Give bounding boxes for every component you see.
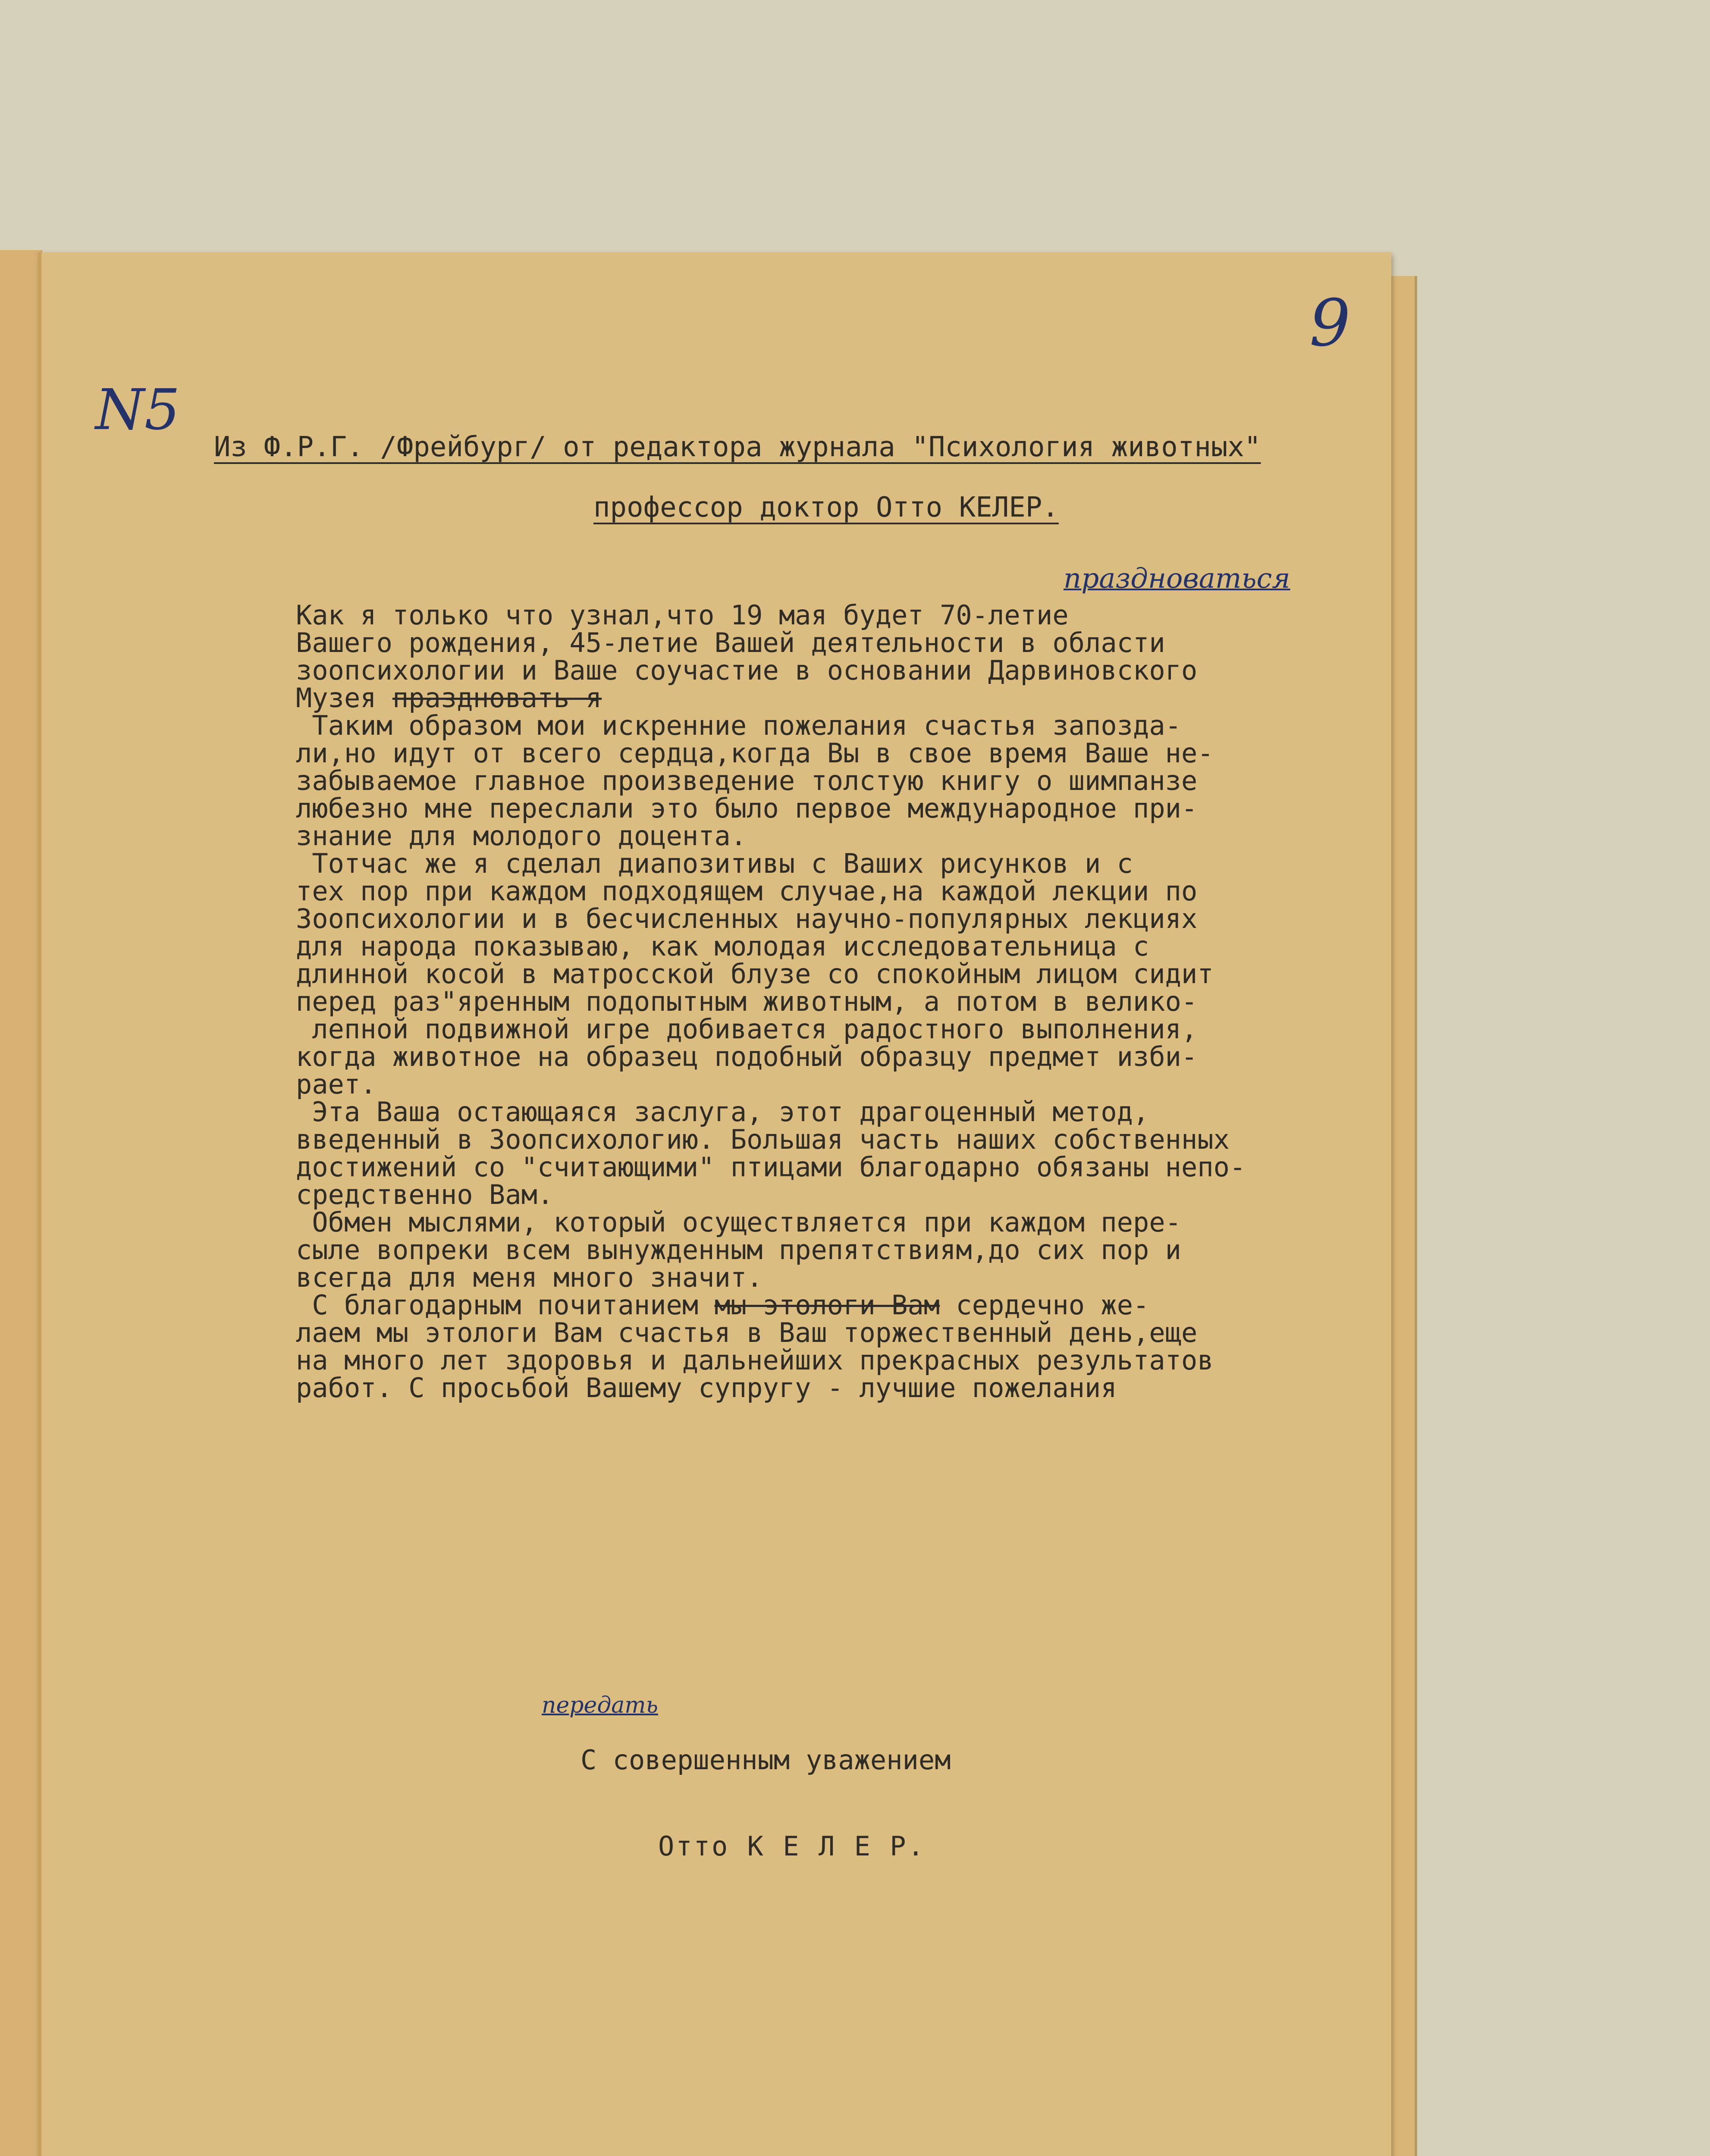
heading-line-1: Из Ф.Р.Г. /Фрейбург/ от редактора журнала "Психология животных" xyxy=(214,431,1261,463)
body-line: Как я только что узнал,что 19 мая будет 70-летие xyxy=(296,599,1069,631)
handwritten-insert-below: передать xyxy=(542,1692,658,1718)
heading-line-2: профессор доктор Отто КЕЛЕР. xyxy=(593,492,1059,523)
body-line: любезно мне переслали это было первое международное при- xyxy=(296,793,1198,824)
body-line: забываемое главное произведение толстую книгу о шимпанзе xyxy=(296,765,1198,796)
body-line: сыле вопреки всем вынужденным препятствиям,до сих пор и xyxy=(296,1234,1181,1266)
handwritten-insert-above: праздноваться xyxy=(1064,563,1290,595)
body-line-text: Музея xyxy=(296,682,392,714)
left-page-edge xyxy=(0,250,42,2156)
closing-regards: С совершенным уважением xyxy=(580,1744,951,1776)
signature: Отто К Е Л Е Р. xyxy=(658,1830,926,1862)
body-line: Вашего рождения, 45-летие Вашей деятельности в области xyxy=(296,627,1165,658)
body-line: Обмен мыслями, который осуществляется при каждом пере- xyxy=(296,1206,1181,1238)
body-line-gratitude xyxy=(296,1291,1452,1319)
body-line: средственно Вам. xyxy=(296,1179,554,1210)
body-line: Зоопсихологии и в бесчисленных научно-популярных лекциях xyxy=(296,903,1198,934)
body-line: рает. xyxy=(296,1069,377,1100)
body-line: когда животное на образец подобный образцу предмет изби- xyxy=(296,1041,1198,1072)
document-number: N5 xyxy=(95,377,180,442)
body-line-text: С благодарным почитанием xyxy=(296,1289,715,1321)
body-line: Таким образом мои искренние пожелания счастья запозда- xyxy=(296,710,1181,741)
body-line: для народа показываю, как молодая исследовательница с xyxy=(296,931,1149,962)
body-line: на много лет здоровья и дальнейших прекрасных результатов xyxy=(296,1344,1214,1376)
document-sheet xyxy=(38,252,1391,2156)
body-line-museum xyxy=(296,684,1452,712)
body-line: ли,но идут от всего сердца,когда Вы в свое время Ваше не- xyxy=(296,737,1214,769)
body-line: лаем мы этологи Вам счастья в Ваш торжественный день,еще xyxy=(296,1317,1198,1348)
body-line: перед раз"яренным подопытным животным, а потом в велико- xyxy=(296,986,1198,1017)
body-line-text: сердечно же- xyxy=(940,1289,1149,1321)
body-line: зоопсихологии и Ваше соучастие в основании Дарвиновского xyxy=(296,655,1198,686)
body-line: знание для молодого доцента. xyxy=(296,820,747,852)
body-line: тех пор при каждом подходящем случае,на каждой лекции по xyxy=(296,875,1198,907)
struck-text: праздновать я xyxy=(392,682,602,714)
body-line: длинной косой в матросской блузе со спокойным лицом сидит xyxy=(296,958,1214,990)
body-line: достижений со "считающими" птицами благодарно обязаны непо- xyxy=(296,1151,1246,1183)
body-line: Тотчас же я сделал диапозитивы с Ваших рисунков и с xyxy=(296,848,1133,879)
body-line: работ. С просьбой Вашему супругу - лучшие пожелания xyxy=(296,1372,1117,1404)
struck-text: мы этологи Вам xyxy=(714,1289,940,1321)
body-line: всегда для меня много значит. xyxy=(296,1262,763,1293)
body-line: введенный в Зоопсихологию. Большая часть наших собственных xyxy=(296,1124,1230,1155)
body-line: лепной подвижной игре добивается радостного выполнения, xyxy=(296,1013,1198,1045)
letter-body xyxy=(296,599,1452,1404)
body-line: Эта Ваша остающаяся заслуга, этот драгоценный метод, xyxy=(296,1096,1149,1128)
folio-number: 9 xyxy=(1309,286,1351,361)
